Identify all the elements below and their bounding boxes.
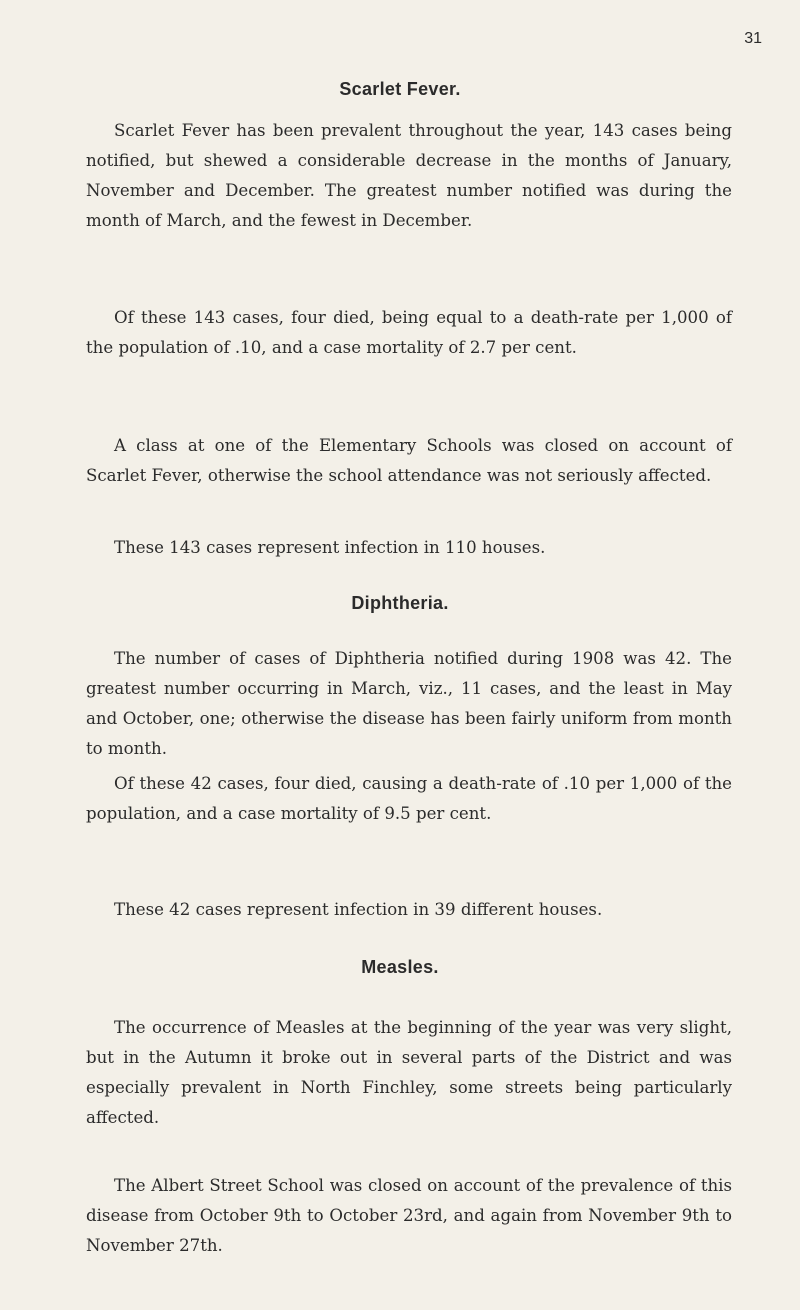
- paragraph: Scarlet Fever has been prevalent throughout the year, 143 cases being notified, but shewed a considerable decrease in the months of January, November and December. The greatest number notified was during the month of March, and the fewest in December.: [86, 121, 732, 230]
- page-number: 31: [744, 30, 762, 47]
- paragraph: A class at one of the Elementary Schools was closed on account of Scarlet Fever, otherwise the school attendance was not seriously affected.: [86, 436, 732, 485]
- paragraph: Of these 143 cases, four died, being equal to a death-rate per 1,000 of the population of .10, and a case mortality of 2.7 per cent.: [86, 308, 732, 357]
- paragraph: These 143 cases represent infection in 110 houses.: [114, 538, 546, 557]
- paragraph: The occurrence of Measles at the beginning of the year was very slight, but in the Autumn it broke out in several parts of the District and was especially prevalent in North Finchley, some streets being particularly affected.: [86, 1018, 732, 1127]
- paragraph: The Albert Street School was closed on account of the prevalence of this disease from October 9th to October 23rd, and again from November 9th to November 27th.: [86, 1176, 732, 1255]
- paragraph: These 42 cases represent infection in 39 different houses.: [114, 900, 603, 919]
- section-heading-measles: Measles.: [361, 957, 439, 977]
- paragraph: Of these 42 cases, four died, causing a death-rate of .10 per 1,000 of the population, and a case mortality of 9.5 per cent.: [86, 774, 732, 823]
- section-heading-diphtheria: Diphtheria.: [351, 593, 449, 613]
- paragraph: The number of cases of Diphtheria notified during 1908 was 42. The greatest number occurring in March, viz., 11 cases, and the least in May and October, one; otherwise the disease has been fairly uniform from month to month.: [86, 649, 732, 758]
- section-heading-scarlet-fever: Scarlet Fever.: [339, 79, 461, 99]
